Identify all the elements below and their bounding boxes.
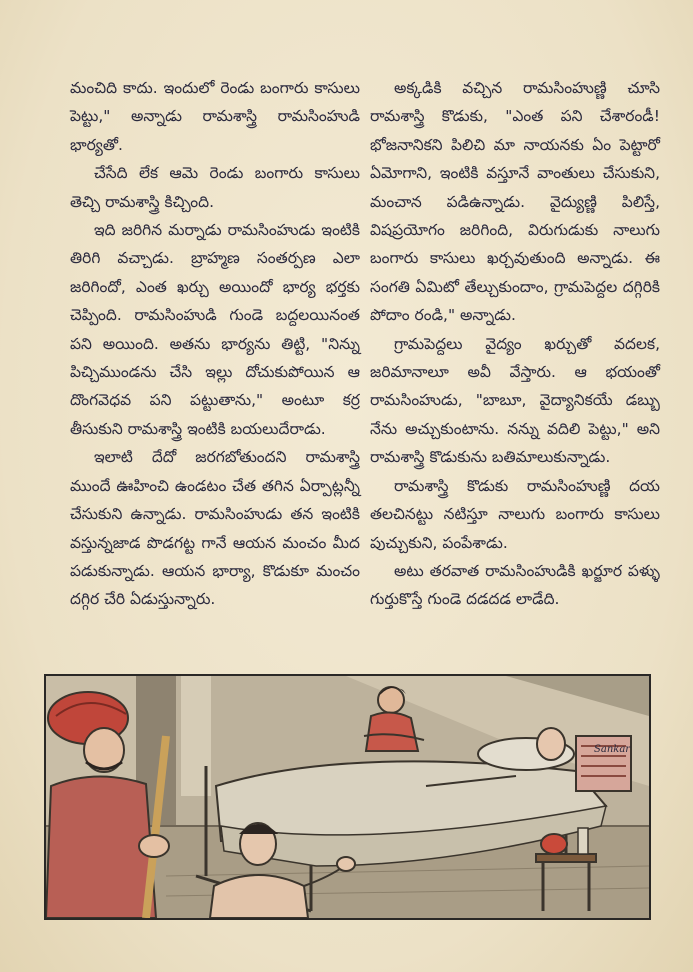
- paragraph: మంచిది కాదు. ఇందులో రెండు బంగారు కాసులు పెట్టు," అన్నాడు రామశాస్త్రి రామసింహుడి భార్యతో.: [70, 79, 360, 154]
- paragraph: చేసేది లేక ఆమె రెండు బంగారు కాసులు తెచ్చి రామశాస్త్రి కిచ్చింది.: [70, 164, 360, 211]
- paragraph: రామశాస్త్రి కొడుకు రామసింహుణ్ణి దయ తలచినట్టు నటిస్తూ నాలుగు బంగారు కాసులు పుచ్చుకుని, పంపేశాడు.: [370, 476, 660, 552]
- paragraph: అక్కడికి వచ్చిన రామసింహుణ్ణి చూసి రామశాస్త్రి కొడుకు, "ఎంత పని చేశారండీ! భోజనానికని పిలిచి మా నాయనకు ఏం పెట్టారో ఏమోగాని, ఇంటికి వస్తూనే వాంతులు చేసుకుని, మంచాన పడిఉన్నాడు. వైద్యుణ్ణి పిలిస్తే, విషప్రయోగం జరిగింది, విరుగుడుకు నాలుగు బంగారు కాసులు ఖర్చవుతుంది అన్నాడు. ఈ సంగతి ఏమిటో తేల్చుకుందాం, గ్రామపెద్దల దగ్గిరికి పోదాం రండి," అన్నాడు.: [370, 79, 660, 325]
- paragraph: అటు తరవాత రామసింహుడికి ఖర్జూర పళ్ళు గుర్తుకొస్తే గుండె దడదడ లాడేది.: [370, 561, 660, 609]
- paragraph: ఇది జరిగిన మర్నాడు రామసింహుడు ఇంటికి తిరిగి వచ్చాడు. బ్రాహ్మణ సంతర్పణ ఎలా జరిగిందో, ఎంత ఖర్చు అయిందో భార్య భర్తకు చెప్పింది. రామసింహుడి గుండె బద్దలయినంత పని అయింది. అతను భార్యను తిట్టి, "నిన్ను పిచ్చిముండను చేసి ఇల్లు దోచుకుపోయిన ఆ దొంగవెధవ పని పట్టుతాను," అంటూ కర్ర తీసుకుని రామశాస్త్రి ఇంటికి బయలుదేరాడు.: [70, 221, 360, 438]
- left-column: [70, 74, 360, 614]
- artist-signature: Sankar: [594, 744, 631, 755]
- story-illustration: [44, 674, 651, 920]
- right-column: [370, 74, 660, 614]
- paragraph: గ్రామపెద్దలు వైద్యం ఖర్చుతో వదలక, జరిమానాలూ అవీ వేస్తారు. ఆ భయంతో రామసింహుడు, "బాబూ, వైద్యానికయే డబ్బు నేను అచ్చుకుంటాను. నన్ను వదిలి పెట్టు," అని రామశాస్త్రి కొడుకును బతిమాలుకున్నాడు.: [370, 334, 660, 467]
- paragraph: ఇలాటి దేదో జరగబోతుందని రామశాస్త్రి ముందే ఊహించి ఉండటం చేత తగిన ఏర్పాట్లన్నీ చేసుకుని ఉన్నాడు. రామసింహుడు తన ఇంటికి వస్తున్నజాడ పొడగట్ట గానే ఆయన మంచం మీద పడుకున్నాడు. ఆయన భార్యా, కొడుకూ మంచం దగ్గిర చేరి ఏడుస్తున్నారు.: [70, 448, 360, 609]
